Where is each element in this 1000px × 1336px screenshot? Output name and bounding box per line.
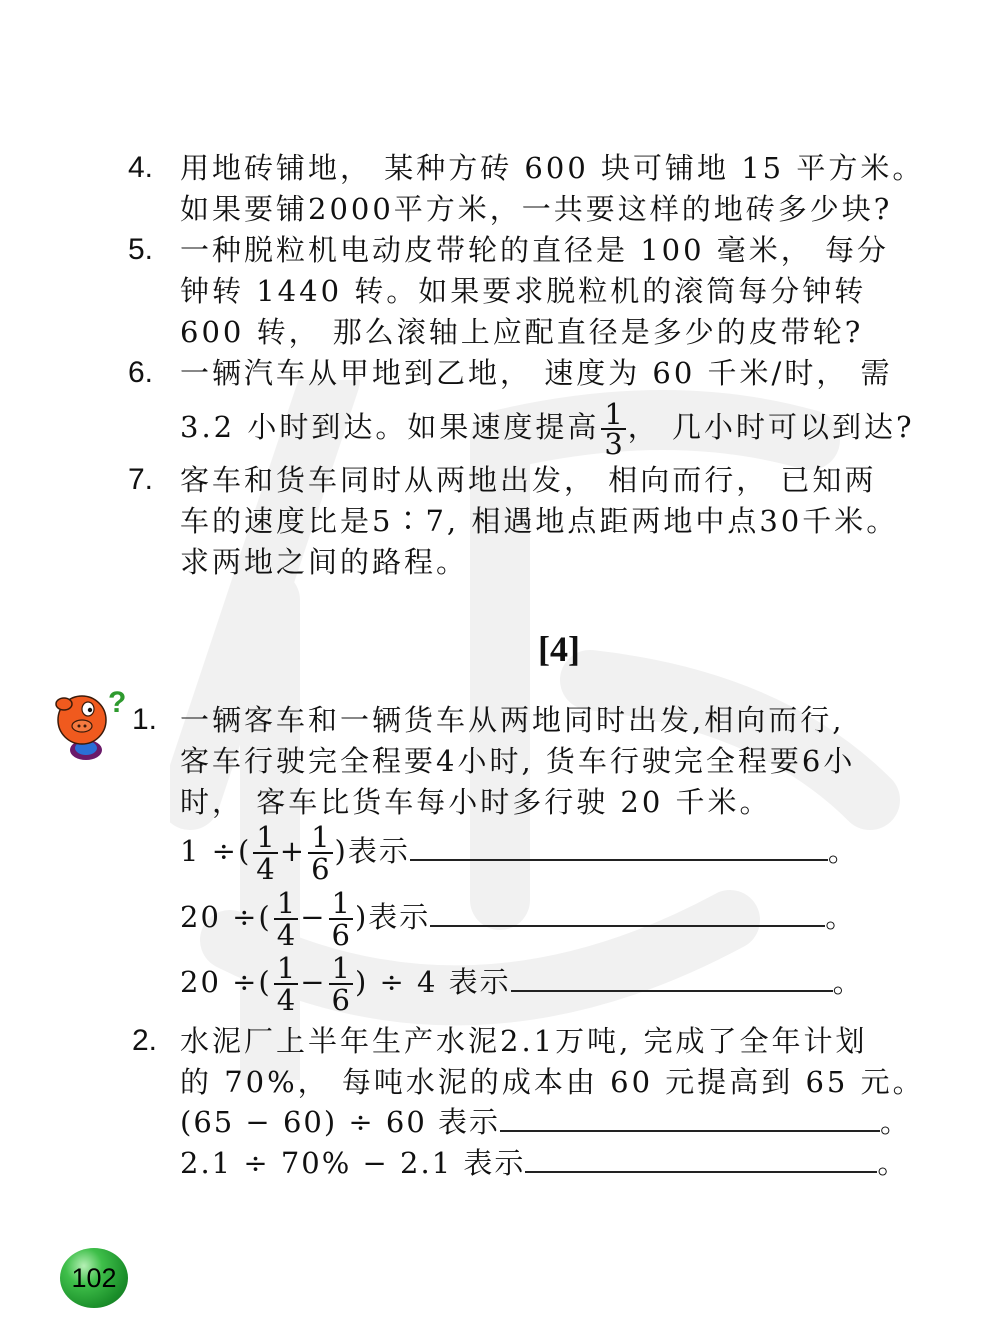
fraction-numerator: 1: [329, 953, 353, 985]
operator: −: [300, 965, 327, 999]
expression-suffix: ) ÷ 4 表示: [354, 965, 511, 999]
expression-row-5: [180, 1145, 908, 1181]
expression-row-1: [180, 822, 859, 884]
expression-row-2: [180, 888, 856, 950]
problem-5-number: 5.: [128, 233, 154, 266]
fraction: [329, 888, 353, 950]
fraction-one-third: [601, 397, 625, 461]
fraction-numerator: 1: [329, 888, 353, 920]
problem-7-line-2: 车的速度比是5∶7, 相遇地点距两地中点30千米。: [180, 504, 899, 538]
problem-2-number: 2.: [132, 1024, 158, 1057]
problem-5-line-1: 一种脱粒机电动皮带轮的直径是 100 毫米， 每分: [180, 233, 890, 267]
problem-1-number: 1.: [132, 703, 158, 736]
expression-prefix: 20 ÷(: [180, 900, 272, 934]
problem-6-line-1: 一辆汽车从甲地到乙地， 速度为 60 千米/时， 需: [180, 356, 893, 390]
fraction-denominator: 6: [311, 852, 330, 886]
period: 。: [880, 1105, 912, 1139]
operator: −: [300, 900, 327, 934]
fraction-denominator: 4: [276, 918, 296, 952]
problem-6-line-2-after: ， 几小时可以到达?: [627, 410, 915, 444]
problem-5-line-3: 600 转， 那么滚轴上应配直径是多少的皮带轮?: [180, 315, 864, 349]
operator: +: [279, 834, 307, 868]
question-mark-icon: ?: [108, 686, 127, 719]
problem-1-line-2: 客车行驶完全程要4小时, 货车行驶完全程要6小: [180, 744, 856, 778]
fraction-denominator: 6: [331, 918, 350, 952]
fraction-denominator: 3: [604, 427, 623, 461]
expression-suffix: )表示: [334, 834, 410, 868]
page-number: 102: [71, 1262, 117, 1293]
answer-blank[interactable]: [500, 1108, 880, 1132]
fraction-denominator: 6: [331, 983, 350, 1017]
problem-6-line-2-before: 3.2 小时到达。如果速度提高: [180, 410, 600, 444]
fraction-numerator: 1: [308, 822, 332, 854]
pig-question-mascot-icon: [52, 682, 138, 762]
answer-blank[interactable]: [410, 837, 828, 861]
answer-blank[interactable]: [525, 1149, 877, 1173]
fraction-numerator: 1: [274, 888, 298, 920]
problem-2-line-2: 的 70%， 每吨水泥的成本由 60 元提高到 65 元。: [180, 1065, 925, 1099]
section-heading: [4]: [538, 629, 580, 669]
expression-text: 2.1 ÷ 70% − 2.1 表示: [180, 1146, 526, 1180]
problem-5-line-2: 钟转 1440 转。如果要求脱粒机的滚筒每分钟转: [180, 274, 867, 308]
fraction: [274, 888, 298, 950]
period: 。: [877, 1146, 909, 1180]
period: 。: [827, 834, 859, 868]
expression-suffix: )表示: [354, 900, 431, 934]
problem-4-number: 4.: [128, 151, 154, 184]
fraction: [308, 822, 332, 884]
problem-7-line-3: 求两地之间的路程。: [180, 545, 469, 579]
problem-7-number: 7.: [128, 463, 154, 496]
fraction-numerator: 1: [601, 400, 625, 430]
fraction: [274, 953, 298, 1015]
problem-7-line-1: 客车和货车同时从两地出发， 相向而行， 已知两: [180, 463, 877, 497]
problem-1-line-1: 一辆客车和一辆货车从两地同时出发,相向而行,: [180, 703, 845, 737]
problem-6-line-2: [180, 397, 915, 461]
expression-text: (65 − 60) ÷ 60 表示: [180, 1105, 501, 1139]
period: 。: [832, 965, 864, 999]
answer-blank[interactable]: [511, 968, 833, 992]
answer-blank[interactable]: [430, 903, 825, 927]
page-number-badge: [60, 1248, 128, 1308]
expression-row-3: [180, 953, 864, 1015]
problem-4-line-2: 如果要铺2000平方米，一共要这样的地砖多少块?: [180, 192, 893, 226]
expression-prefix: 20 ÷(: [180, 965, 272, 999]
expression-row-4: [180, 1104, 911, 1140]
fraction: [329, 953, 353, 1015]
period: 。: [825, 900, 857, 934]
expression-prefix: 1 ÷(: [180, 834, 252, 868]
fraction-numerator: 1: [274, 953, 298, 985]
problem-4-line-1: 用地砖铺地， 某种方砖 600 块可铺地 15 平方米。: [180, 151, 925, 185]
fraction-numerator: 1: [253, 822, 277, 854]
fraction: [253, 822, 277, 884]
problem-1-line-3: 时， 客车比货车每小时多行驶 20 千米。: [180, 785, 772, 819]
problem-2-line-1: 水泥厂上半年生产水泥2.1万吨, 完成了全年计划: [180, 1024, 868, 1058]
fraction-denominator: 4: [256, 852, 275, 886]
problem-6-number: 6.: [128, 356, 154, 389]
fraction-denominator: 4: [276, 983, 296, 1017]
